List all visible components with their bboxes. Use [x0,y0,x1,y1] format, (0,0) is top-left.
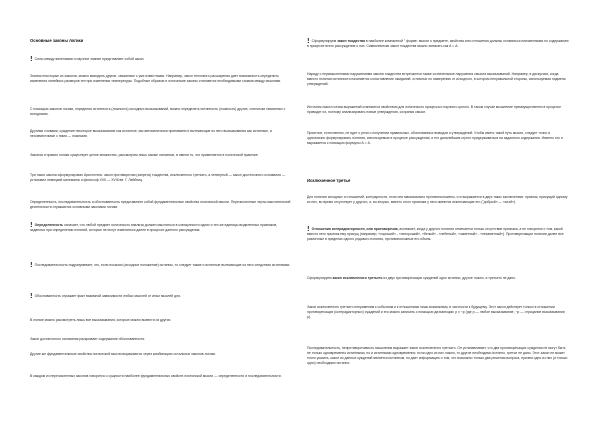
paragraph: Закон исключенного третьего неприменим к событиям и к отношениям лишь возможным, в частности к будущему. Этот закон действует только в отношении противоречащих (контрадикторных) суждений и его можно записать с помощью дизъюнкции: p v ¬p (где p — любое высказывание, ¬p — отрицание высказывания p). [307,305,565,319]
paragraph: Законов и правил логики существует целое множество, рассмотрим лишь самые основные, в имени то, что применяется в логической практике. [30,153,259,157]
paragraph-consistency: ! Последовательность подразумевает, что, если посылки (исходное положение) истинны, то следует также и истинные вытекающие из него следствия истинными. [30,262,291,268]
exclamation-icon: ! [307,226,310,233]
paragraph: Источник смысл слова выражений становится свойством для логического процесса и научного целого. В таком случае мышление преимущественно в процессе приводит их, поэтому анализировать новые утверждения, сохраняя смысл. [307,105,561,114]
paragraph: Определенность, последовательность и обоснованность представляют собой фундаментальные свойства логической мысли. Перечисленные черты мыслительной деятельности отражаются основными законами логики. [30,200,291,209]
paragraph: С помощью законов логики, определяя истинность (ложность) исходных высказываний, можно определить истинность (ложность) других, логически связанных с исходными. [30,107,286,116]
section-subtitle: Исключенное третье [307,178,351,183]
paragraph: Для понятия исходных и отношений, контрарности, если они максимально противоположены, что выражается в двух таких заключениях: признак, присущий одному из них, во время отсутствует у другого, и, во-вторых, вместо этого признака у него имеются исключающие его ("добрый» — «злой»). [307,195,568,204]
paragraph: Последовательность, непротиворечивость мышления выражает закон исключенного третьего. Он устанавливает, что два противоречащих суждения не могут быть не только одновременно истинными, но и истинными одновременно: если одно из них ложно, то другое необходимо истинно, третье не дано. Этот закон не может точно указать, какое из данных суждений является истинным, но дает информацию о том, что возможно только два решения вопроса, причем одно из них (и только одно) необходимо истинно. [307,346,568,365]
paragraph: Приятное, естественно, не идет о речи о получении правильных, обоснованных выводов и утверждений. Чтобы иметь такой путь мысли, следует точно и однозначно формулировать понятия, используемые в процессе рассуждения, и его дальнейшим строго придерживаться на заданного содержания. Именно это и выражается с помощью формулы А = А. [307,131,563,145]
paragraph: В каждом из перечисленных законов говорится о сущности наиболее фундаментальных свойств логической мысли — определенности и последовательности. [30,374,282,378]
paragraph: Три таких закона сформулировал Аристотель: закон противоречия (запрета) тождества, исключенного третьего, а четвертый — закон достаточного основания — установил немецкий математик и философ XVII — XVIII вв. Г. Лейбниц. [30,173,286,182]
paragraph: Наряду с неумышленными нарушениями закона тождества встречаются также сознательные нарушения смысла высказываний. Например, в дискуссии, когда вместо понятия истинности начинается сопоставление ожиданий, отличных по намерению от исходного, в котором неправильной стороны, используемая подмена утверждений. [307,72,566,86]
exclamation-icon: ! [30,262,33,268]
section-title: Основные законы логики [30,38,84,43]
paragraph-contradiction: ! Отношения контрадикторности, или противоречия, возникает, когда у другого понятия отмечается только отсутствие признака, а не говорится о том, какой вместо него признак ему присущ (например, «хороший» - «нехороший», «белый» - «небелый», «заметный» - «незаметный»). Противоречащие понятия далее все различные в пределах одного родового понятия, противоположные его объем. [307,226,564,241]
paragraph-excluded-middle: Сформулируем закон исключенного третьего из двух противоречащих суждений одно истинно, другое ложно, а третьего не дано. [307,276,516,280]
exclamation-icon: ! [30,293,33,299]
paragraph-definiteness: ! Определенность означает, что любой предмет логического анализа должен мыслиться в совокупности одних и тех же единицы выделенных признаков, заданных при определении понятий, которые не могут изменяться далее в процессе данного рассуждения. [30,222,278,232]
paragraph: В логике можно рассмотреть лишь все высказывания, которые можно вывести из других. [30,318,172,322]
paragraph: Другими словами, суждение некоторое высказывание как истинное, мы автоматически принимаем и вытекающие из него высказывания как истинные, а несовместимые с ними — ложными. [30,129,272,138]
exclamation-icon: ! [30,56,33,62]
paragraph: Закон достаточного основания раскрывает содержание обоснованности. [30,337,146,341]
exclamation-icon: ! [30,222,33,229]
paragraph-law-definition: ! Силы между явлениями и научное знание представляет собой закон. [30,56,145,62]
exclamation-icon: ! [307,38,310,45]
paragraph: Знания некоторые из законов, можно выводить другие, связанные с уже известными. Например, закон теплового расширения дает возможность определить изменения линейных размеров тел при изменении температуры. Подобные образом и логические законы становятся необходимыми силами между мыслями. [30,74,282,83]
paragraph-validity: ! Обоснованность отражает факт взаимной зависимости любых мыслей от иных мыслей для. [30,293,181,299]
paragraph-law-identity: ! Сформулируем закон тождества в наиболее компактной " форме: мысли о предмете, свойства или отношения должны оставаться неизменными по содержанию в процессе всего рассуждения о них. Символически закон тождества можно записать как А = А. [307,38,569,48]
paragraph: Другие же фундаментальные свойства логической мысли выражаются через комбинацию остальных законов логики. [30,352,216,356]
